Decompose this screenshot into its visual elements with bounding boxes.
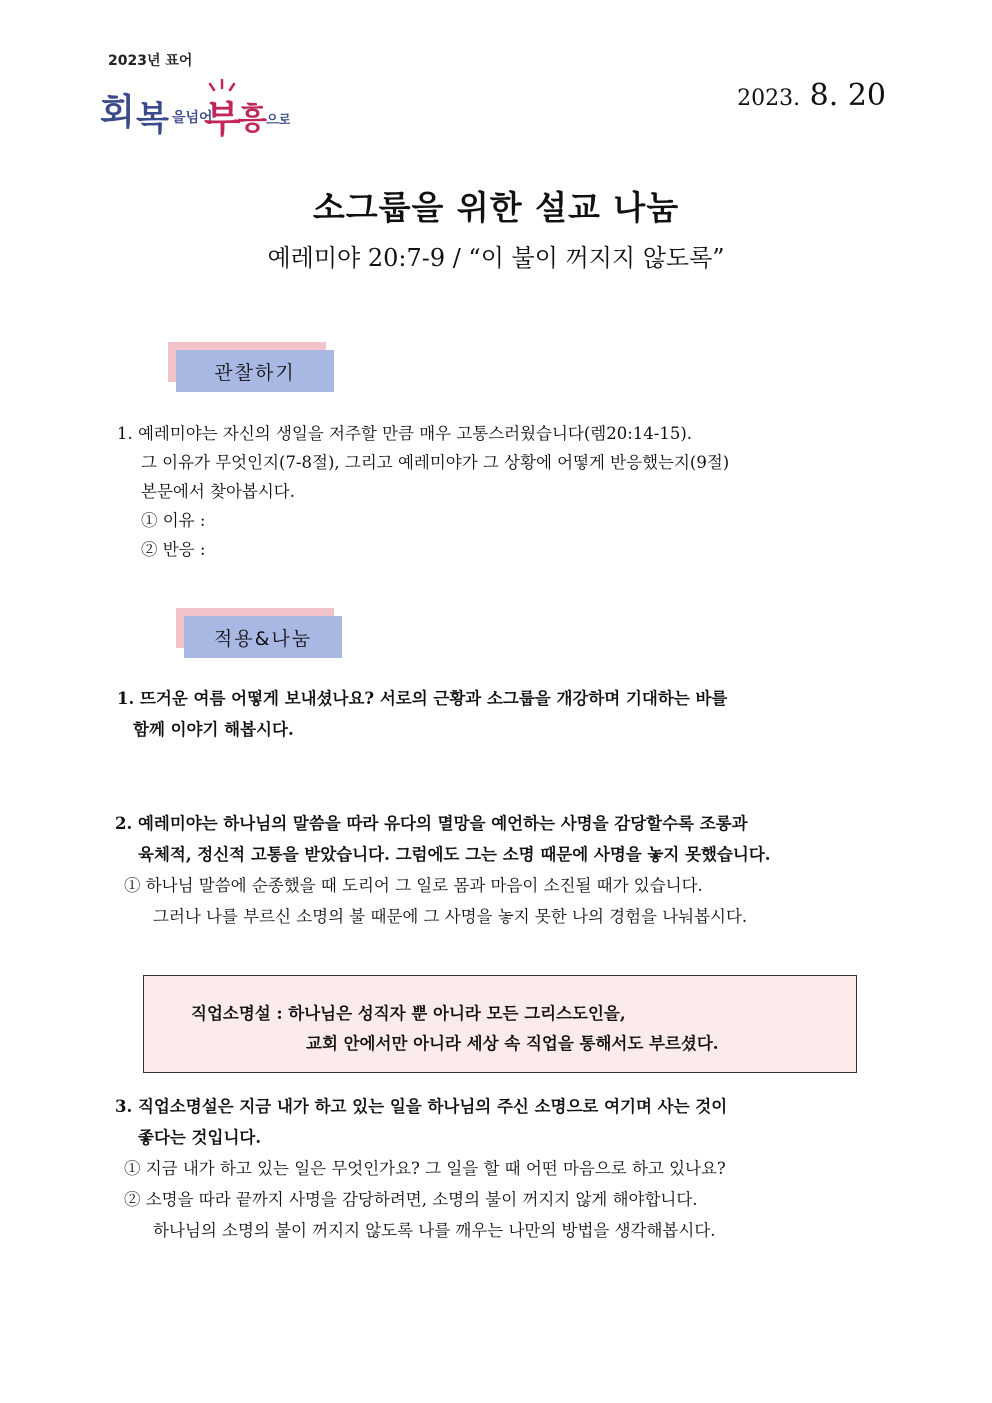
vocation-callout-box [143, 975, 857, 1073]
observe-question-1-line-3: 본문에서 찾아봅시다. [141, 482, 295, 501]
sermon-date [737, 78, 886, 113]
apply-question-1-line-1: 1. 뜨거운 여름 어떻게 보내셨나요? 서로의 근황과 소그룹을 개강하며 기대하는 바를 [117, 689, 728, 708]
apply-question-3-sub-1: ① 지금 내가 하고 있는 일은 무엇인가요? 그 일을 할 때 어떤 마음으로 하고 있나요? [124, 1159, 726, 1178]
date-month-day: 8. 20 [809, 78, 886, 113]
page-title: 소그룹을 위한 설교 나눔 [312, 188, 680, 227]
svg-text:으로: 으로 [266, 113, 290, 128]
motto-year-label: 2023년 표어 [108, 53, 193, 69]
date-year: 2023. [737, 86, 801, 111]
observe-question-1-line-2: 그 이유가 무엇인지(7-8절), 그리고 예레미야가 그 상황에 어떻게 반응했는지(9절) [141, 453, 730, 472]
apply-question-2-sub-1: ① 하나님 말씀에 순종했을 때 도리어 그 일로 몸과 마음이 소진될 때가 있습니다. [124, 876, 703, 895]
svg-text:부: 부 [204, 97, 241, 141]
apply-question-2-sub-1b: 그러나 나를 부르신 소명의 불 때문에 그 사명을 놓지 못한 나의 경험을 나눠봅시다. [153, 907, 748, 926]
section-tag-apply [178, 612, 338, 656]
page-subtitle: 예레미야 20:7-9 / “이 불이 꺼지지 않도록” [267, 244, 725, 272]
apply-question-2-line-2: 육체적, 정신적 고통을 받았습니다. 그럼에도 그는 소명 때문에 사명을 놓지 못했습니다. [138, 845, 771, 864]
observe-question-1-line-1: 1. 예레미야는 자신의 생일을 저주할 만큼 매우 고통스러웠습니다(렘20:14-15). [117, 424, 693, 443]
motto-logo [100, 74, 290, 144]
svg-text:흥: 흥 [238, 102, 267, 137]
apply-question-1-line-2: 함께 이야기 해봅시다. [133, 720, 294, 739]
observe-answer-response: ② 반응 : [141, 540, 206, 559]
apply-question-3-sub-2b: 하나님의 소명의 불이 꺼지지 않도록 나를 깨우는 나만의 방법을 생각해봅시다. [153, 1221, 716, 1240]
motto-logo-graphic [100, 74, 290, 144]
callout-line-2: 교회 안에서만 아니라 세상 속 직업을 통해서도 부르셨다. [306, 1034, 719, 1053]
svg-text:회: 회 [100, 92, 135, 133]
observe-answer-reason: ① 이유 : [141, 511, 206, 530]
svg-text:복: 복 [136, 99, 169, 139]
svg-text:을넘어: 을넘어 [172, 110, 213, 126]
apply-question-3-line-1: 3. 직업소명설은 지금 내가 하고 있는 일을 하나님의 주신 소명으로 여기며 사는 것이 [115, 1097, 728, 1116]
section-tag-label: 적용&나눔 [184, 616, 342, 658]
apply-question-2-line-1: 2. 예레미야는 하나님의 말씀을 따라 유다의 멸망을 예언하는 사명을 감당할수록 조롱과 [115, 814, 748, 833]
apply-question-3-sub-2: ② 소명을 따라 끝까지 사명을 감당하려면, 소명의 불이 꺼지지 않게 해야합니다. [124, 1190, 698, 1209]
section-tag-label: 관찰하기 [176, 350, 334, 392]
callout-line-1: 직업소명설 : 하나님은 성직자 뿐 아니라 모든 그리스도인을, [191, 1004, 626, 1023]
section-tag-observe [170, 346, 330, 390]
apply-question-3-line-2: 좋다는 것입니다. [138, 1128, 262, 1147]
